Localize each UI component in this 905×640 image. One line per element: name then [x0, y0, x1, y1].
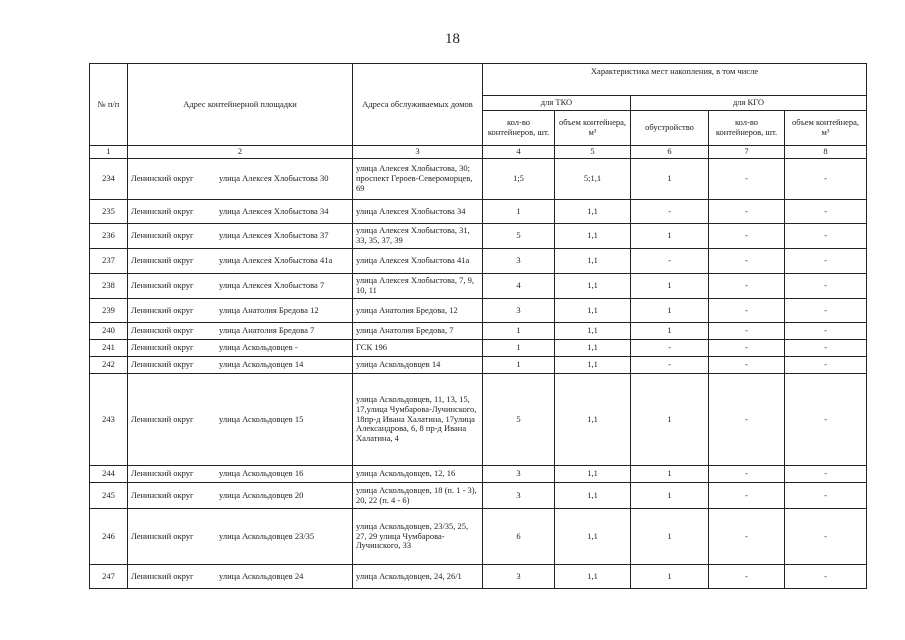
served-addresses: улица Аскольдовцев 14 — [353, 357, 483, 374]
row-number: 247 — [90, 565, 128, 589]
served-addresses: улица Алексея Хлобыстова, 31, 33, 35, 37, 39 — [353, 224, 483, 249]
tko-arrangement: 1 — [631, 483, 709, 509]
site-address — [128, 299, 353, 323]
column-number: 6 — [631, 146, 709, 159]
tko-arrangement: - — [631, 249, 709, 274]
kgo-volume: - — [785, 340, 867, 357]
kgo-volume: - — [785, 274, 867, 299]
served-addresses: улица Аскольдовцев, 18 (п. 1 - 3), 20, 22 (п. 4 - 6) — [353, 483, 483, 509]
tko-volume: 1,1 — [555, 466, 631, 483]
served-addresses: улица Анатолия Бредова, 12 — [353, 299, 483, 323]
street-address: улица Алексея Хлобыстова 34 — [219, 205, 329, 216]
column-number: 4 — [483, 146, 555, 159]
tko-count: 1 — [483, 200, 555, 224]
district: Ленинский округ — [131, 230, 194, 241]
district: Ленинский округ — [131, 489, 194, 500]
district: Ленинский округ — [131, 570, 194, 581]
street-address: улица Аскольдовцев 15 — [219, 413, 304, 424]
tko-arrangement: 1 — [631, 299, 709, 323]
served-addresses: улица Алексея Хлобыстова, 7, 9, 10, 11 — [353, 274, 483, 299]
street-address: улица Аскольдовцев - — [219, 342, 298, 353]
kgo-count: - — [709, 483, 785, 509]
kgo-count: - — [709, 340, 785, 357]
site-address — [128, 323, 353, 340]
tko-count: 3 — [483, 565, 555, 589]
header-kgo-count: кол-во контейнеров, шт. — [709, 111, 785, 146]
tko-arrangement: 1 — [631, 374, 709, 466]
kgo-volume: - — [785, 509, 867, 565]
tko-arrangement: 1 — [631, 323, 709, 340]
kgo-volume: - — [785, 299, 867, 323]
table-row — [90, 340, 867, 357]
street-address: улица Аскольдовцев 24 — [219, 570, 304, 581]
header-tko: для ТКО — [483, 96, 631, 111]
row-number: 243 — [90, 374, 128, 466]
district: Ленинский округ — [131, 413, 194, 424]
tko-volume: 5;1,1 — [555, 159, 631, 200]
row-number: 239 — [90, 299, 128, 323]
served-addresses: улица Аскольдовцев, 11, 13, 15, 17,улица Чумбарова-Лучинского, 18пр-д Ивана Халатина, 17улица Александрова, 6, 8 пр-д Ивана Халатина, 4 — [353, 374, 483, 466]
kgo-count: - — [709, 357, 785, 374]
table-row — [90, 565, 867, 589]
site-address — [128, 249, 353, 274]
tko-count: 3 — [483, 299, 555, 323]
table-row — [90, 323, 867, 340]
table-row — [90, 224, 867, 249]
kgo-count: - — [709, 299, 785, 323]
site-address — [128, 374, 353, 466]
row-number: 246 — [90, 509, 128, 565]
header-num: № п/п — [90, 64, 128, 146]
column-number: 3 — [353, 146, 483, 159]
tko-arrangement: - — [631, 340, 709, 357]
site-address — [128, 466, 353, 483]
column-numbers-row — [90, 146, 867, 159]
street-address: улица Аскольдовцев 16 — [219, 468, 304, 479]
tko-volume: 1,1 — [555, 483, 631, 509]
served-addresses: улица Алексея Хлобыстова 34 — [353, 200, 483, 224]
street-address: улица Аскольдовцев 23/35 — [219, 530, 315, 541]
header-site-address: Адрес контейнерной площадки — [128, 64, 353, 146]
tko-count: 1 — [483, 323, 555, 340]
kgo-count: - — [709, 509, 785, 565]
district: Ленинский округ — [131, 530, 194, 541]
tko-volume: 1,1 — [555, 374, 631, 466]
street-address: улица Алексея Хлобыстова 7 — [219, 280, 325, 291]
tko-volume: 1,1 — [555, 299, 631, 323]
kgo-count: - — [709, 466, 785, 483]
tko-count: 6 — [483, 509, 555, 565]
table-row — [90, 159, 867, 200]
tko-volume: 1,1 — [555, 323, 631, 340]
street-address: улица Аскольдовцев 14 — [219, 359, 304, 370]
kgo-volume: - — [785, 565, 867, 589]
site-address — [128, 340, 353, 357]
column-number: 2 — [128, 146, 353, 159]
kgo-count: - — [709, 274, 785, 299]
table-row — [90, 357, 867, 374]
district: Ленинский округ — [131, 325, 194, 336]
header-characteristics: Характеристика мест накопления, в том числе — [483, 64, 867, 96]
column-number: 8 — [785, 146, 867, 159]
kgo-count: - — [709, 249, 785, 274]
table-row — [90, 374, 867, 466]
header-served-addresses: Адреса обслуживаемых домов — [353, 64, 483, 146]
district: Ленинский округ — [131, 359, 194, 370]
site-address — [128, 159, 353, 200]
site-address — [128, 357, 353, 374]
table-row — [90, 509, 867, 565]
site-address — [128, 483, 353, 509]
tko-volume: 1,1 — [555, 249, 631, 274]
district: Ленинский округ — [131, 255, 194, 266]
tko-volume: 1,1 — [555, 200, 631, 224]
table-row — [90, 200, 867, 224]
row-number: 240 — [90, 323, 128, 340]
site-address — [128, 274, 353, 299]
kgo-volume: - — [785, 466, 867, 483]
street-address: улица Алексея Хлобыстова 37 — [219, 230, 329, 241]
street-address: улица Аскольдовцев 20 — [219, 489, 304, 500]
tko-count: 3 — [483, 483, 555, 509]
kgo-volume: - — [785, 159, 867, 200]
kgo-volume: - — [785, 249, 867, 274]
column-number: 7 — [709, 146, 785, 159]
kgo-volume: - — [785, 357, 867, 374]
kgo-count: - — [709, 323, 785, 340]
tko-volume: 1,1 — [555, 340, 631, 357]
district: Ленинский округ — [131, 205, 194, 216]
kgo-count: - — [709, 200, 785, 224]
site-address — [128, 509, 353, 565]
header-kgo-volume: объем контейнера, м³ — [785, 111, 867, 146]
page-number: 18 — [445, 31, 460, 47]
kgo-volume: - — [785, 224, 867, 249]
street-address: улица Анатолия Бредова 12 — [219, 304, 319, 315]
tko-volume: 1,1 — [555, 357, 631, 374]
tko-count: 1 — [483, 340, 555, 357]
kgo-count: - — [709, 159, 785, 200]
table-row — [90, 466, 867, 483]
kgo-volume: - — [785, 200, 867, 224]
row-number: 237 — [90, 249, 128, 274]
site-address — [128, 565, 353, 589]
table-row — [90, 249, 867, 274]
kgo-count: - — [709, 374, 785, 466]
row-number: 238 — [90, 274, 128, 299]
tko-arrangement: 1 — [631, 224, 709, 249]
tko-arrangement: 1 — [631, 159, 709, 200]
street-address: улица Анатолия Бредова 7 — [219, 325, 315, 336]
column-number: 5 — [555, 146, 631, 159]
header-tko-volume: объем контейнера, м³ — [555, 111, 631, 146]
street-address: улица Алексея Хлобыстова 30 — [219, 173, 329, 184]
header-kgo: для КГО — [631, 96, 867, 111]
served-addresses: улица Аскольдовцев, 23/35, 25, 27, 29 улица Чумбарова-Лучинского, 33 — [353, 509, 483, 565]
tko-volume: 1,1 — [555, 274, 631, 299]
district: Ленинский округ — [131, 468, 194, 479]
district: Ленинский округ — [131, 280, 194, 291]
table-row — [90, 483, 867, 509]
site-address — [128, 224, 353, 249]
tko-volume: 1,1 — [555, 224, 631, 249]
district: Ленинский округ — [131, 342, 194, 353]
row-number: 234 — [90, 159, 128, 200]
kgo-volume: - — [785, 483, 867, 509]
tko-count: 5 — [483, 374, 555, 466]
served-addresses: улица Аскольдовцев, 24, 26/1 — [353, 565, 483, 589]
column-number: 1 — [90, 146, 128, 159]
table-body — [90, 159, 867, 589]
tko-arrangement: - — [631, 200, 709, 224]
tko-count: 3 — [483, 249, 555, 274]
row-number: 242 — [90, 357, 128, 374]
tko-count: 1;5 — [483, 159, 555, 200]
table-row — [90, 299, 867, 323]
row-number: 235 — [90, 200, 128, 224]
tko-arrangement: - — [631, 357, 709, 374]
kgo-volume: - — [785, 374, 867, 466]
kgo-count: - — [709, 224, 785, 249]
served-addresses: улица Алексея Хлобыстова 41а — [353, 249, 483, 274]
served-addresses: улица Алексея Хлобыстова, 30; проспект Героев-Североморцев, 69 — [353, 159, 483, 200]
site-address — [128, 200, 353, 224]
table-header — [90, 64, 867, 159]
row-number: 244 — [90, 466, 128, 483]
tko-arrangement: 1 — [631, 274, 709, 299]
tko-arrangement: 1 — [631, 509, 709, 565]
tko-volume: 1,1 — [555, 565, 631, 589]
registry-table — [89, 63, 867, 589]
row-number: 241 — [90, 340, 128, 357]
tko-count: 3 — [483, 466, 555, 483]
row-number: 236 — [90, 224, 128, 249]
tko-volume: 1,1 — [555, 509, 631, 565]
header-tko-count: кол-во контейнеров, шт. — [483, 111, 555, 146]
header-tko-arrangement: обустройство — [631, 111, 709, 146]
tko-arrangement: 1 — [631, 466, 709, 483]
district: Ленинский округ — [131, 304, 194, 315]
served-addresses: ГСК 196 — [353, 340, 483, 357]
tko-count: 4 — [483, 274, 555, 299]
street-address: улица Алексея Хлобыстова 41а — [219, 255, 333, 266]
served-addresses: улица Анатолия Бредова, 7 — [353, 323, 483, 340]
district: Ленинский округ — [131, 173, 194, 184]
row-number: 245 — [90, 483, 128, 509]
tko-count: 5 — [483, 224, 555, 249]
kgo-volume: - — [785, 323, 867, 340]
kgo-count: - — [709, 565, 785, 589]
tko-arrangement: 1 — [631, 565, 709, 589]
table-row — [90, 274, 867, 299]
served-addresses: улица Аскольдовцев, 12, 16 — [353, 466, 483, 483]
tko-count: 1 — [483, 357, 555, 374]
